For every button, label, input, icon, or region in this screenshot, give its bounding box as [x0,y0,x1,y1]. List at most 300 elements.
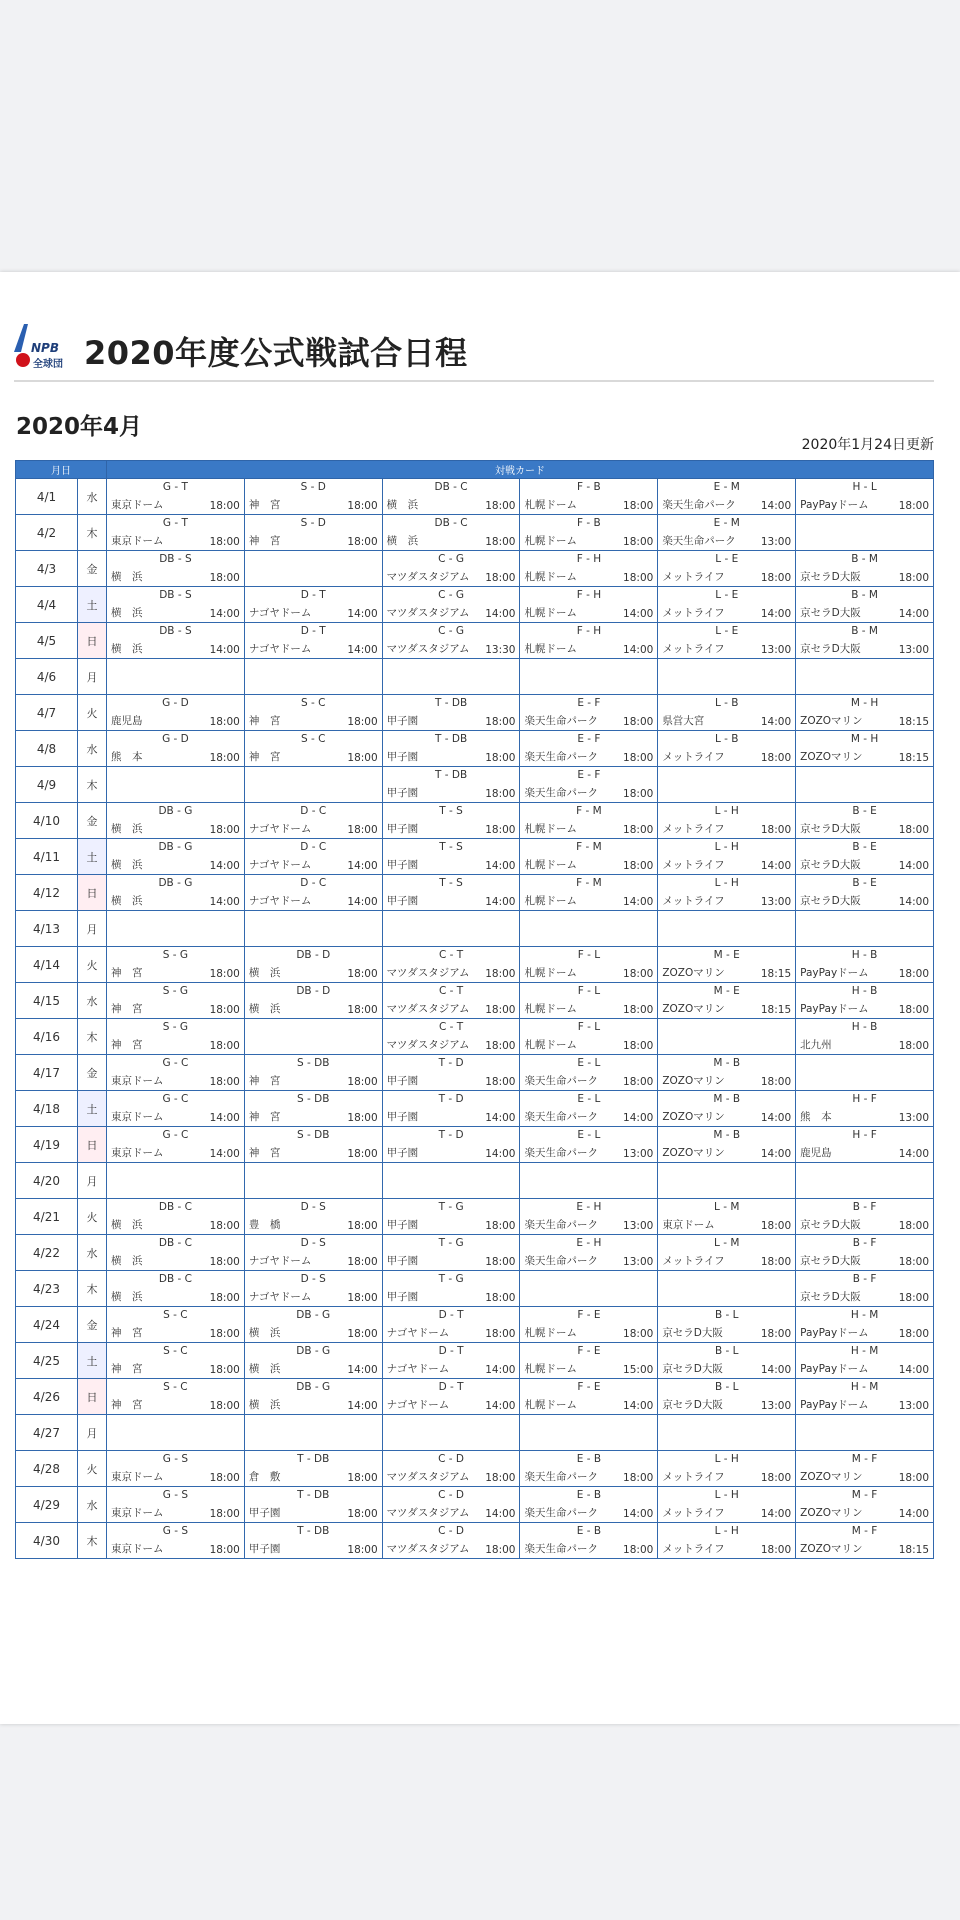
game-cell [796,479,934,515]
weekday-cell: 土 [78,1343,107,1379]
game-box [520,1415,657,1450]
game-box [796,911,933,946]
game-cell [658,911,796,947]
start-time: 14:00 [898,860,929,872]
venue-label: ナゴヤドーム [248,1255,312,1267]
game-cell [244,1307,382,1343]
venue-label: 神 宮 [111,1039,143,1051]
matchup-label: H - M [850,1345,879,1357]
matchup-label: M - B [713,1057,741,1069]
start-time: 18:00 [209,1220,240,1232]
game-cell [382,1523,520,1559]
matchup-label: B - F [852,1273,877,1285]
game-box [520,1127,657,1162]
matchup-label: DB - D [296,949,331,961]
table-row [16,875,934,911]
game-cell [382,515,520,551]
game-cell [244,983,382,1019]
game-box [520,1091,657,1126]
venue-label: ZOZOマリン [662,1003,725,1015]
game-box [383,875,520,910]
game-cell [244,839,382,875]
matchup-label: S - C [163,1345,188,1357]
venue-label: PayPayドーム [800,1003,869,1015]
game-cell [244,1199,382,1235]
venue-label: ZOZOマリン [662,967,725,979]
date-cell: 4/14 [16,947,78,983]
venue-label: 東京ドーム [111,535,164,547]
table-row [16,803,934,839]
game-box [107,479,244,514]
game-cell [107,1019,245,1055]
game-cell [244,1091,382,1127]
game-box [107,875,244,910]
matchup-label: S - D [300,481,326,493]
start-time: 13:00 [760,536,792,548]
matchup-label: B - E [852,877,877,889]
game-box [658,1307,795,1342]
matchup-label: T - DB [434,697,468,709]
game-cell [244,767,382,803]
start-time: 18:00 [898,1472,929,1484]
game-cell [107,515,245,551]
game-cell [107,1523,245,1559]
start-time: 14:00 [485,896,516,908]
venue-label: 横 浜 [248,967,281,979]
venue-label: 楽天生命パーク [524,1147,598,1159]
game-box [107,1379,244,1414]
game-box [245,1307,382,1342]
matchup-label: C - G [438,553,465,565]
start-time: 14:00 [347,860,378,872]
date-cell: 4/6 [16,659,78,695]
game-cell [244,1523,382,1559]
start-time: 18:15 [760,968,792,980]
start-time: 13:00 [623,1256,654,1268]
start-time: 18:00 [485,1220,516,1232]
matchup-label: D - T [438,1345,464,1357]
matchup-label: DB - C [434,517,468,529]
game-box [245,659,382,694]
game-cell [107,1343,245,1379]
game-cell [796,731,934,767]
game-cell [658,875,796,911]
date-cell: 4/7 [16,695,78,731]
start-time: 14:00 [347,896,378,908]
game-box [520,515,657,550]
game-cell [796,587,934,623]
game-box [796,1307,933,1342]
venue-label: 東京ドーム [111,1507,164,1519]
schedule-table [15,460,934,1559]
start-time: 14:00 [347,1364,378,1376]
venue-label: 神 宮 [248,751,281,763]
game-box [107,767,244,802]
game-cell [520,1019,658,1055]
game-cell [107,947,245,983]
game-cell [244,1379,382,1415]
game-box [520,947,657,982]
game-cell [658,1343,796,1379]
game-box [658,1271,795,1306]
venue-label: 県営大宮 [662,715,705,727]
game-cell [107,1451,245,1487]
venue-label: 横 浜 [111,895,143,907]
game-cell [796,911,934,947]
matchup-label: S - C [163,1309,188,1321]
venue-label: 甲子園 [386,1255,419,1267]
game-cell [520,803,658,839]
game-box [107,803,244,838]
game-box [658,1343,795,1378]
game-cell [382,1055,520,1091]
game-box [107,1451,244,1486]
start-time: 18:00 [209,1040,240,1052]
venue-label: 楽天生命パーク [524,1507,598,1519]
game-cell [520,1271,658,1307]
venue-label: 甲子園 [386,1075,419,1087]
venue-label: メットライフ [662,1543,725,1555]
date-cell: 4/2 [16,515,78,551]
venue-label: 東京ドーム [111,1075,164,1087]
date-cell: 4/12 [16,875,78,911]
game-cell [658,1163,796,1199]
game-cell [244,1019,382,1055]
matchup-label: C - T [438,949,464,961]
game-box [107,1127,244,1162]
game-cell [520,1235,658,1271]
start-time: 18:00 [898,1040,929,1052]
start-time: 14:00 [760,1364,792,1376]
start-time: 14:00 [898,896,929,908]
weekday-cell: 月 [78,659,107,695]
start-time: 18:15 [898,1544,929,1556]
game-box [383,911,520,946]
start-time: 18:00 [485,1328,516,1340]
matchup-label: L - M [714,1201,740,1213]
weekday-cell: 水 [78,479,107,515]
venue-label: 甲子園 [386,1291,419,1303]
table-row [16,1019,934,1055]
game-cell [107,1487,245,1523]
game-cell [520,1091,658,1127]
game-box [520,623,657,658]
table-row [16,1451,934,1487]
document-page [0,272,960,1724]
game-box [107,1307,244,1342]
start-time: 14:00 [760,860,792,872]
game-box [520,1199,657,1234]
game-cell [796,1019,934,1055]
matchup-label: M - F [851,1453,878,1465]
game-box [658,1019,795,1054]
matchup-label: T - S [439,841,463,853]
start-time: 18:00 [760,572,792,584]
table-row [16,731,934,767]
matchup-label: DB - G [158,805,193,817]
venue-label: 楽天生命パーク [524,1255,598,1267]
matchup-label: T - DB [434,769,468,781]
start-time: 18:00 [347,968,378,980]
matchup-label: G - C [162,1093,189,1105]
game-cell [107,551,245,587]
game-box [520,479,657,514]
matchup-label: E - L [577,1093,601,1105]
game-cell [520,947,658,983]
matchup-label: H - F [852,1093,877,1105]
start-time: 18:00 [347,1544,378,1556]
game-box [658,551,795,586]
venue-label: 横 浜 [111,1291,143,1303]
venue-label: 東京ドーム [111,1543,164,1555]
venue-label: 札幌ドーム [524,1003,577,1015]
weekday-cell: 日 [78,1379,107,1415]
game-cell [382,731,520,767]
game-box [658,587,795,622]
game-box [245,947,382,982]
game-cell [658,623,796,659]
matchup-label: L - M [714,1237,740,1249]
weekday-cell: 金 [78,1055,107,1091]
game-box [107,551,244,586]
venue-label: 神 宮 [248,715,281,727]
matchup-label: L - E [715,589,739,601]
date-cell: 4/15 [16,983,78,1019]
venue-label: 札幌ドーム [524,571,577,583]
game-cell [796,695,934,731]
venue-label: 神 宮 [248,1147,281,1159]
game-box [245,1271,382,1306]
matchup-label: F - M [576,877,602,889]
game-box [796,1019,933,1054]
start-time: 18:00 [347,716,378,728]
matchup-label: T - DB [297,1525,330,1537]
game-cell [244,695,382,731]
game-box [245,587,382,622]
game-box [520,695,657,730]
weekday-cell: 土 [78,1091,107,1127]
date-cell: 4/13 [16,911,78,947]
venue-label: メットライフ [662,571,725,583]
start-time: 14:00 [485,1508,516,1520]
game-cell [658,1415,796,1451]
game-cell [244,551,382,587]
game-box [796,767,933,802]
game-box [658,947,795,982]
game-box [796,839,933,874]
matchup-label: G - C [162,1129,189,1141]
venue-label: 甲子園 [386,1111,419,1123]
venue-label: 札幌ドーム [524,859,577,871]
game-box [520,551,657,586]
weekday-cell: 水 [78,731,107,767]
matchup-label: H - M [850,1309,879,1321]
game-box [383,947,520,982]
game-box [107,695,244,730]
start-time: 18:00 [209,1292,240,1304]
start-time: 18:00 [485,1076,516,1088]
venue-label: 東京ドーム [111,1471,164,1483]
game-cell [107,1379,245,1415]
game-box [245,479,382,514]
game-box [383,479,520,514]
game-cell [244,1415,382,1451]
start-time: 14:00 [485,1112,516,1124]
venue-label: メットライフ [662,1507,725,1519]
weekday-cell: 月 [78,1163,107,1199]
start-time: 18:00 [623,1004,654,1016]
matchup-label: M - E [713,985,740,997]
game-cell [520,1487,658,1523]
game-cell [658,695,796,731]
game-cell [658,1487,796,1523]
game-cell [244,623,382,659]
game-cell [107,1091,245,1127]
game-cell [658,1199,796,1235]
game-cell [382,875,520,911]
start-time: 18:15 [898,716,929,728]
game-cell [658,1235,796,1271]
start-time: 14:00 [485,1364,516,1376]
game-box [658,1487,795,1522]
schedule-body [16,479,934,1559]
matchup-label: G - T [162,517,188,529]
game-box [383,803,520,838]
game-box [383,1307,520,1342]
game-box [107,623,244,658]
date-cell: 4/24 [16,1307,78,1343]
game-box [658,1091,795,1126]
game-box [383,1523,520,1558]
venue-label: 京セラD大阪 [662,1363,723,1375]
game-box [383,731,520,766]
game-box [658,1055,795,1090]
game-box [383,695,520,730]
game-box [383,1127,520,1162]
weekday-cell: 水 [78,983,107,1019]
matchup-label: S - G [162,949,189,961]
start-time: 18:00 [209,1076,240,1088]
matchup-label: G - S [162,1453,189,1465]
start-time: 18:00 [485,1544,516,1556]
game-cell [107,1055,245,1091]
venue-label: 楽天生命パーク [524,751,598,763]
start-time: 14:00 [209,1148,240,1160]
game-box [383,587,520,622]
game-box [383,1199,520,1234]
table-row [16,587,934,623]
start-time: 18:00 [623,788,654,800]
game-cell [520,1055,658,1091]
start-time: 18:00 [485,1004,516,1016]
game-cell [382,839,520,875]
game-box [658,767,795,802]
game-box [796,731,933,766]
start-time: 18:00 [209,716,240,728]
start-time: 14:00 [209,644,240,656]
game-box [245,515,382,550]
game-box [107,983,244,1018]
date-cell: 4/4 [16,587,78,623]
game-box [245,1523,382,1558]
game-box [383,1055,520,1090]
game-box [383,767,520,802]
game-box [658,1523,795,1558]
game-cell [520,1307,658,1343]
matchup-label: D - T [300,625,326,637]
start-time: 18:00 [898,1256,929,1268]
game-box [107,1523,244,1558]
matchup-label: T - G [438,1237,464,1249]
matchup-label: E - B [576,1453,602,1465]
matchup-label: E - L [577,1129,601,1141]
venue-label: 楽天生命パーク [524,1075,598,1087]
start-time: 18:00 [898,1220,929,1232]
start-time: 18:00 [623,1544,654,1556]
venue-label: ZOZOマリン [662,1111,725,1123]
matchup-label: H - F [852,1129,877,1141]
venue-label: 東京ドーム [111,499,164,511]
game-cell [382,623,520,659]
table-row [16,767,934,803]
game-cell [382,551,520,587]
start-time: 15:00 [623,1364,654,1376]
start-time: 14:00 [209,860,240,872]
venue-label: 京セラD大阪 [800,1291,861,1303]
matchup-label: L - H [714,1489,739,1501]
date-cell: 4/23 [16,1271,78,1307]
start-time: 14:00 [485,860,516,872]
game-cell [382,911,520,947]
game-box [245,803,382,838]
game-cell [382,1199,520,1235]
table-row [16,1487,934,1523]
start-time: 13:00 [760,1400,792,1412]
start-time: 14:00 [760,500,792,512]
venue-label: 京セラD大阪 [800,1219,861,1231]
game-box [658,1415,795,1450]
start-time: 14:00 [760,1508,792,1520]
game-cell [382,1235,520,1271]
matchup-label: T - G [438,1273,464,1285]
game-box [520,911,657,946]
game-box [520,983,657,1018]
matchup-label: F - E [577,1309,601,1321]
matchup-label: T - S [439,805,463,817]
game-box [520,1487,657,1522]
venue-label: PayPayドーム [800,1399,869,1411]
date-cell: 4/30 [16,1523,78,1559]
matchup-label: L - H [714,1453,739,1465]
game-cell [382,1487,520,1523]
matchup-label: F - E [577,1345,601,1357]
game-cell [382,587,520,623]
venue-label: 横 浜 [111,571,143,583]
date-cell: 4/20 [16,1163,78,1199]
game-cell [520,1199,658,1235]
start-time: 18:00 [760,1076,792,1088]
table-row [16,1379,934,1415]
game-box [107,947,244,982]
table-row [16,911,934,947]
matchup-label: S - DB [297,1093,330,1105]
venue-label: 甲子園 [386,1219,419,1231]
game-cell [658,1523,796,1559]
game-box [796,659,933,694]
game-box [658,695,795,730]
matchup-label: G - D [162,697,189,709]
venue-label: マツダスタジアム [386,1039,470,1051]
